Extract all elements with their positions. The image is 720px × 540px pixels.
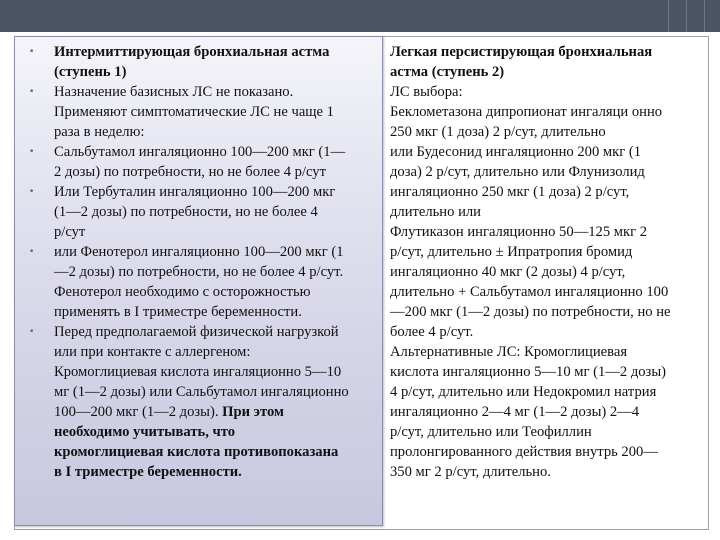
bullet-text-line: применять в I триместре беременности. (54, 304, 302, 320)
right-text-line: кислота ингаляционно 5—10 мг (1—2 дозы) (390, 364, 666, 380)
left-bullet-list (26, 42, 378, 482)
bullet-text-line: мг (1—2 дозы) или Сальбутамол ингаляционно (54, 384, 349, 400)
bullet-bold-warning-line: При этом (222, 404, 284, 420)
right-text-line: 4 р/сут, длительно или Недокромил натрия (390, 384, 657, 400)
bullet-item (26, 82, 378, 142)
bullet-text-line: 2 дозы) по потребности, но не более 4 р/сут (54, 164, 326, 180)
bullet-bold-warning-line: кромоглициевая кислота противопоказана (54, 444, 339, 460)
bullet-text-line: (1—2 дозы) по потребности, но не более 4 (54, 204, 318, 220)
right-text-line: —200 мкг (1—2 дозы) по потребности, но не (390, 304, 671, 320)
bullet-item (26, 182, 378, 242)
right-text-line: ингаляционно 40 мкг (2 дозы) 4 р/сут, (390, 264, 626, 280)
right-text-line: 250 мкг (1 доза) 2 р/сут, длительно (390, 124, 606, 140)
bullet-icon: • (29, 327, 35, 337)
bullet-text-line: 100—200 мкг (1—2 дозы). (54, 404, 223, 420)
right-text-line: ЛС выбора: (390, 84, 463, 100)
bullet-icon: • (29, 47, 35, 57)
bullet-text-line: или Фенотерол ингаляционно 100—200 мкг (1 (54, 244, 344, 260)
right-text-line: 350 мг 2 р/сут, длительно. (390, 464, 551, 480)
right-text-line: ингаляционно 2—4 мг (1—2 дозы) 2—4 (390, 404, 640, 420)
right-text-line: р/сут, длительно или Теофиллин (390, 424, 592, 440)
bullet-icon: • (29, 187, 35, 197)
right-text-line: пролонгированного действия внутрь 200— (390, 444, 658, 460)
right-text-line: ингаляционно 250 мкг (1 доза) 2 р/сут, (390, 184, 630, 200)
bullet-text-line: (ступень 1) (54, 64, 127, 80)
bullet-bold-warning-line: в I триместре беременности. (54, 464, 242, 480)
bullet-icon: • (29, 87, 35, 97)
right-heading-line: астма (ступень 2) (390, 64, 505, 80)
right-column-text (390, 42, 702, 482)
bullet-text-line: Интермиттирующая бронхиальная астма (54, 44, 330, 60)
bullet-text-line: Кромоглициевая кислота ингаляционно 5—10 (54, 364, 342, 380)
right-text-line: р/сут, длительно ± Ипратропия бромид (390, 244, 633, 260)
bullet-text-line: Или Тербуталин ингаляционно 100—200 мкг (54, 184, 336, 200)
right-text-line: Альтернативные ЛС: Кромоглициевая (390, 344, 628, 360)
bullet-text-line: Сальбутамол ингаляционно 100—200 мкг (1— (54, 144, 346, 160)
bullet-text-line: Назначение базисных ЛС не показано. (54, 84, 294, 100)
header-cell (668, 0, 687, 32)
bullet-text-line: Применяют симптоматические ЛС не чаще 1 (54, 104, 334, 120)
bullet-item (26, 142, 378, 182)
bullet-text-line: р/сут (54, 224, 86, 240)
bullet-icon: • (29, 247, 35, 257)
bullet-item (26, 322, 378, 482)
right-text-line: длительно + Сальбутамол ингаляционно 100 (390, 284, 669, 300)
right-text-line: длительно или (390, 204, 481, 220)
right-heading-line: Легкая персистирующая бронхиальная (390, 44, 653, 60)
slide-header-bar (0, 0, 720, 32)
bullet-text-line: Фенотерол необходимо с осторожностью (54, 284, 311, 300)
bullet-bold-warning-line: необходимо учитывать, что (54, 424, 236, 440)
bullet-icon: • (29, 147, 35, 157)
header-cell (704, 0, 720, 32)
right-text-line: Флутиказон ингаляционно 50—125 мкг 2 (390, 224, 648, 240)
bullet-text-line: раза в неделю: (54, 124, 145, 140)
right-text-line: более 4 р/сут. (390, 324, 474, 340)
bullet-text-line: или при контакте с аллергеном: (54, 344, 251, 360)
header-cell (686, 0, 705, 32)
bullet-item (26, 42, 378, 82)
column-divider (382, 36, 383, 524)
right-text-line: доза) 2 р/сут, длительно или Флунизолид (390, 164, 645, 180)
right-text-line: Беклометазона дипропионат ингаляци онно (390, 104, 663, 120)
bullet-text-line: —2 дозы) по потребности, но не более 4 р/сут. (54, 264, 344, 280)
bullet-text-line: Перед предполагаемой физической нагрузкой (54, 324, 339, 340)
bullet-item (26, 242, 378, 322)
right-text-line: или Будесонид ингаляционно 200 мкг (1 (390, 144, 642, 160)
